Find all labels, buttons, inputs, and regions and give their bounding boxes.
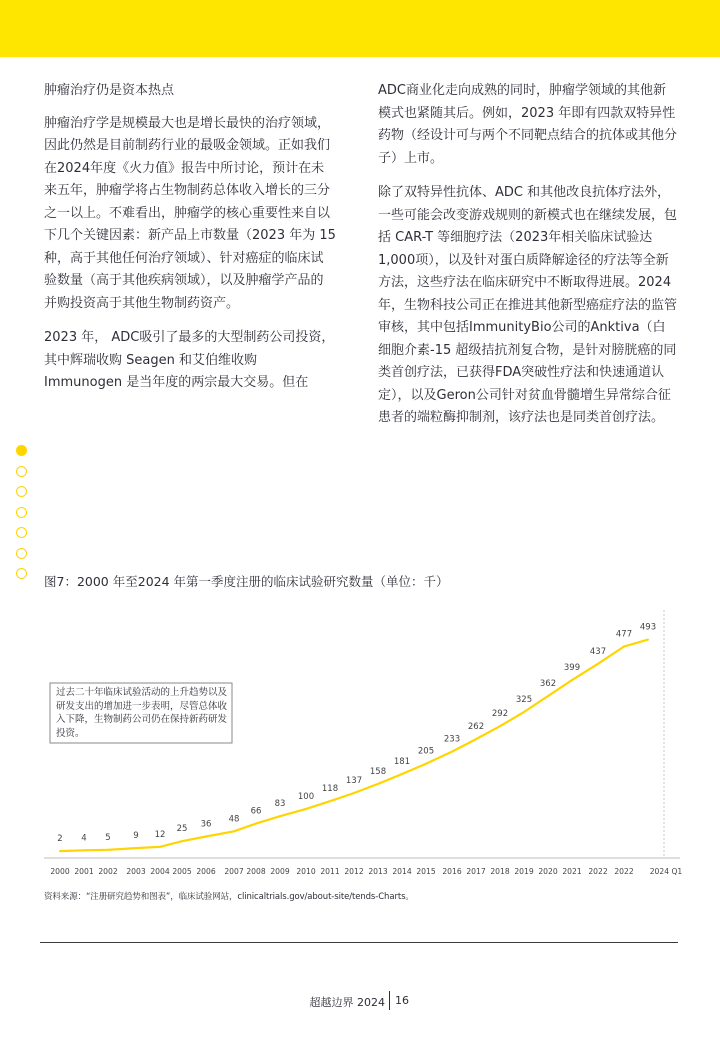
data-point <box>233 830 235 832</box>
x-tick-label: 2019 <box>514 867 534 876</box>
footer-separator <box>389 991 390 1010</box>
data-label: 399 <box>563 663 581 674</box>
x-tick-label: 2011 <box>320 867 340 876</box>
data-label: 493 <box>639 622 657 633</box>
progress-dot <box>16 568 27 579</box>
annotation-text-box <box>56 686 228 742</box>
data-point <box>523 711 525 713</box>
data-point <box>425 763 427 765</box>
data-label: 477 <box>615 629 633 640</box>
data-label: 66 <box>250 806 262 817</box>
data-point <box>547 695 549 697</box>
x-tick-label: 2001 <box>74 867 94 876</box>
data-label: 5 <box>105 832 111 843</box>
data-label: 12 <box>154 829 166 840</box>
paragraph: 2023 年， ADC吸引了最多的大型制药公司投资，其中辉瑞收购 Seagen 和艾伯维收购 Immunogen 是当年度的两宗最大交易。但在 <box>44 330 335 390</box>
data-point <box>571 679 573 681</box>
data-label: 25 <box>176 824 188 835</box>
data-label: 262 <box>467 722 485 733</box>
data-label: 437 <box>589 646 607 657</box>
progress-dot <box>16 466 27 477</box>
footer-title: 超越边界 2024 <box>309 996 385 1009</box>
data-label: 181 <box>393 757 411 767</box>
x-tick-label: 2017 <box>466 867 486 876</box>
x-tick-label: 2018 <box>490 867 510 876</box>
data-label: 4 <box>81 833 87 844</box>
x-tick-label: 2007 <box>224 867 244 876</box>
data-label: 118 <box>321 784 339 795</box>
data-label: 205 <box>417 746 435 757</box>
data-point <box>59 850 61 852</box>
data-point <box>353 792 355 794</box>
x-tick-label: 2000 <box>50 867 70 876</box>
x-tick-label: 2022 <box>588 867 608 876</box>
figure-title: 图7：2000 年至2024 年第一季度注册的临床试验研究数量（单位：千） <box>44 574 449 589</box>
x-tick-label: 2004 <box>150 867 170 876</box>
x-tick-label: 2010 <box>296 867 316 876</box>
data-point <box>159 846 161 848</box>
data-point <box>279 815 281 817</box>
data-point <box>499 725 501 727</box>
data-point <box>205 836 207 838</box>
data-label: 9 <box>133 831 139 842</box>
x-tick-label: 2014 <box>392 867 412 876</box>
chart-annotation: 过去二十年临床试验活动的上升趋势以及研发支出的增加进一步表明，尽管总体收入下降，生物制药公司仍在保持新药研发投资。 <box>56 687 228 739</box>
data-label: 325 <box>515 695 533 705</box>
paragraph: 除了双特异性抗体、ADC 和其他改良抗体疗法外，一些可能会改变游戏规则的新模式也在继续发展，包括 CAR-T 等细胞疗法（2023年相关临床试验达1,000项），以及针对蛋白质降解途径的疗法等全新方法，这些疗法在临床研究中不断取得进展。2024年，生物科技公司正在推进其他新型癌症疗法的监管审核，其中包括ImmunityBio公司的Anktiva（白细胞介素-15 超级拮抗剂复合物，是针对膀胱癌的同类首创疗法，已获得FDA突破性疗法和快速通道认定），以及Geron公司针对贫血骨髓增生异常综合征患者的端粒酶抑制剂，该疗法也是同类首创疗法。 <box>378 185 678 425</box>
x-tick-label: 2016 <box>442 867 462 876</box>
progress-dot-active <box>16 445 27 456</box>
x-tick-label: 2020 <box>538 867 558 876</box>
data-point <box>329 800 331 802</box>
data-label: 158 <box>369 766 387 777</box>
x-tick-label: 2003 <box>126 867 146 876</box>
paragraph: 肿瘤治疗学是规模最大也是增长最快的治疗领域，因此仍然是目前制药行业的最吸金领域。正如我们在2024年度《火力值》报告中所讨论，预计在未来五年，肿瘤学将占生物制药总体收入增长的三分之一以上。不难看出，肿瘤学的核心重要性来自以下几个关键因素：新产品上市数量（2023 年为 15 种，高于其他任何治疗领域）、针对癌症的临床试验数量（高于其他疾病领域），以及肿瘤学产品的并购投资高于其他生物制药资产。 <box>44 115 336 311</box>
x-tick-label: 2008 <box>246 867 266 876</box>
figure-source: 资料来源：“注册研究趋势和图表”，临床试验网站，clinicaltrials.gov/about-site/tends-Charts。 <box>44 892 414 902</box>
x-tick-label: 2024 Q1 <box>649 867 683 876</box>
clinical-trials-line-chart <box>0 600 720 885</box>
data-point <box>647 639 649 641</box>
data-point <box>451 751 453 753</box>
data-label: 2 <box>57 834 63 845</box>
x-tick-label: 2021 <box>562 867 582 876</box>
data-label: 83 <box>274 799 286 810</box>
data-point <box>623 646 625 648</box>
x-tick-label: 2013 <box>368 867 388 876</box>
paragraph: ADC商业化走向成熟的同时，肿瘤学领域的其他新模式也紧随其后。例如，2023 年即有四款双特异性药物（经设计可与两个不同靶点结合的抗体或其他分子）上市。 <box>378 83 678 166</box>
x-tick-label: 2022 <box>614 867 634 876</box>
x-tick-label: 2002 <box>98 867 118 876</box>
data-point <box>401 773 403 775</box>
trials-series-line <box>60 640 648 852</box>
x-tick-label: 2015 <box>416 867 436 876</box>
top-accent-bar <box>0 0 720 57</box>
data-label: 233 <box>443 734 461 745</box>
data-label: 362 <box>539 679 557 690</box>
x-tick-label: 2012 <box>344 867 364 876</box>
data-point <box>597 663 599 665</box>
progress-dot <box>16 507 27 518</box>
data-point <box>107 849 109 851</box>
data-label: 100 <box>297 791 315 802</box>
page-number: 16 <box>395 994 409 1007</box>
right-column <box>378 80 678 442</box>
data-label: 36 <box>200 819 212 830</box>
x-tick-label: 2005 <box>172 867 192 876</box>
progress-dot <box>16 527 27 538</box>
left-column <box>44 80 336 407</box>
data-point <box>255 823 257 825</box>
x-tick-label: 2009 <box>270 867 290 876</box>
data-label: 48 <box>228 814 240 825</box>
data-point <box>305 808 307 810</box>
data-label: 137 <box>345 776 363 786</box>
progress-dot <box>16 548 27 559</box>
progress-dot <box>16 486 27 497</box>
footer-divider <box>40 942 678 943</box>
data-point <box>83 849 85 851</box>
data-point <box>377 783 379 785</box>
data-label: 292 <box>491 709 509 720</box>
progress-dots <box>16 445 27 589</box>
x-tick-label: 2006 <box>196 867 216 876</box>
section-heading: 肿瘤治疗仍是资本热点 <box>44 83 175 98</box>
data-point <box>475 738 477 740</box>
data-point <box>181 840 183 842</box>
data-point <box>135 847 137 849</box>
